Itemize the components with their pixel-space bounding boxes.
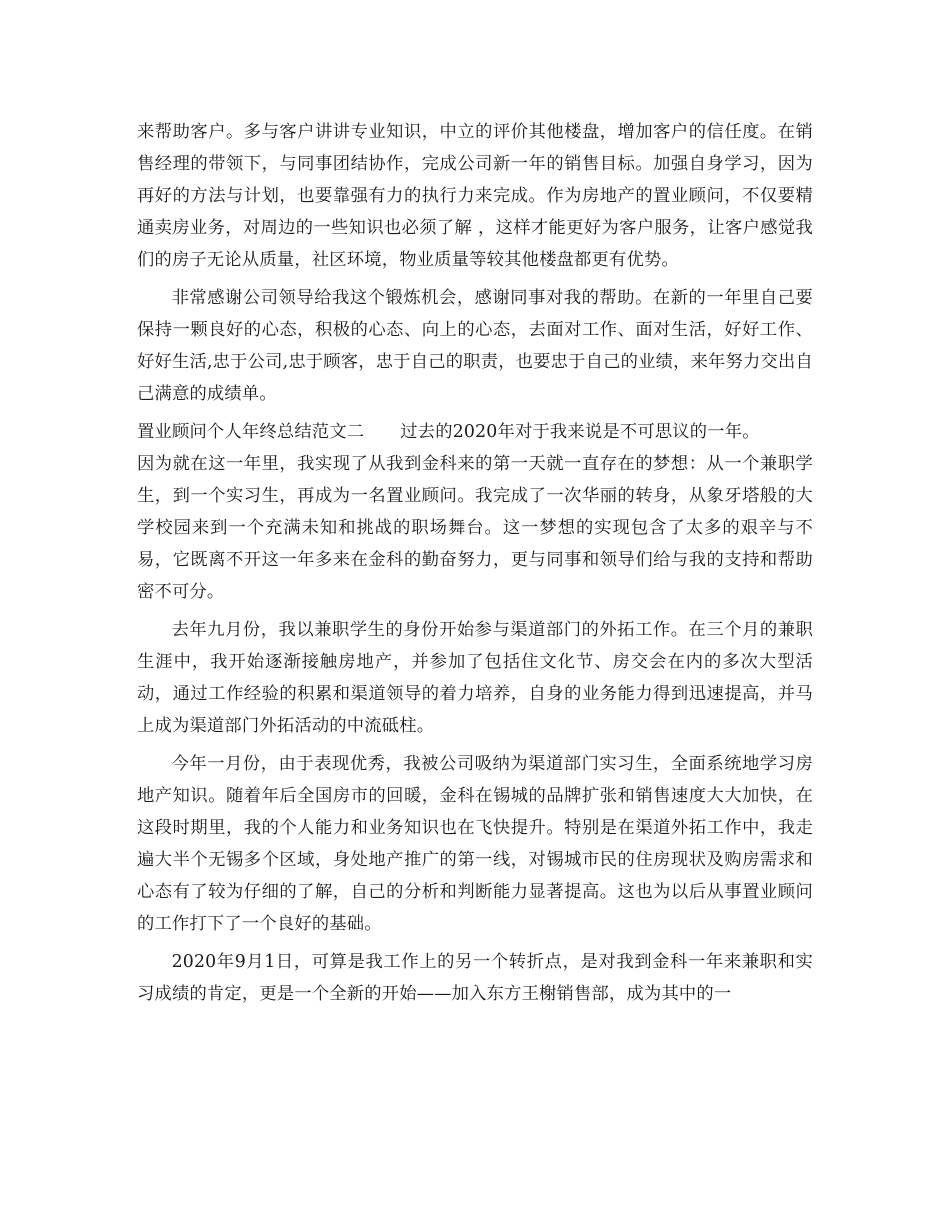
document-body [137,116,813,1016]
paragraph-continued: 来帮助客户。多与客户讲讲专业知识，中立的评价其他楼盘，增加客户的信任度。在销售经理的带领下，与同事团结协作，完成公司新一年的销售目标。加强自身学习，因为再好的方法与计划，也要靠强有力的执行力来完成。作为房地产的置业顾问，不仅要精通卖房业务，对周边的一些知识也必须了解 ，这样才能更好为客户服务，让客户感觉我们的房子无论从质量，社区环境，物业质量等较其他楼盘都更有优势。 [137,122,813,270]
paragraph-january: 今年一月份，由于表现优秀，我被公司吸纳为渠道部门实习生，全面系统地学习房地产知识。随着年后全国房市的回暖，金科在锡城的品牌扩张和销售速度大大加快，在这段时期里，我的个人能力和业务知识也在飞快提升。特别是在渠道外拓工作中，我走遍大半个无锡多个区域，身处地产推广的第一线，对锡城市民的住房现状及购房需求和心态有了较为仔细的了解，自己的分析和判断能力显著提高。这也为以后从事置业顾问的工作打下了一个良好的基础。 [137,754,813,934]
section-intro-paragraph: 因为就在这一年里，我实现了从我到金科来的第一天就一直存在的梦想：从一个兼职学生，到一个实习生，再成为一名置业顾问。我完成了一次华丽的转身，从象牙塔般的大学校园来到一个充满未知和挑战的职场舞台。这一梦想的实现包含了太多的艰辛与不易，它既离不开这一年多来在金科的勤奋努力，更与同事和领导们给与我的支持和帮助密不可分。 [137,454,813,602]
paragraph-thanks: 非常感谢公司领导给我这个锻炼机会，感谢同事对我的帮助。在新的一年里自己要保持一颗良好的心态，积极的心态、向上的心态，去面对工作、面对生活，好好工作、好好生活,忠于公司,忠于顾客，忠于自己的职责，也要忠于自己的业绩，来年努力交出自己满意的成绩单。 [137,288,813,404]
section-first-sentence: 过去的2020年对于我来说是不可思议的一年。 [400,422,760,442]
section-title: 置业顾问个人年终总结范文二 [137,422,365,442]
section-heading-line [137,416,813,448]
paragraph-september: 去年九月份，我以兼职学生的身份开始参与渠道部门的外拓工作。在三个月的兼职生涯中，我开始逐渐接触房地产，并参加了包括住文化节、房交会在内的多次大型活动，通过工作经验的积累和渠道领导的着力培养，自身的业务能力得到迅速提高，并马上成为渠道部门外拓活动的中流砥柱。 [137,620,813,736]
paragraph-turning-point: 2020年9月1日，可算是我工作上的另一个转折点，是对我到金科一年来兼职和实习成绩的肯定，更是一个全新的开始——加入东方王榭销售部，成为其中的一 [137,952,813,1004]
